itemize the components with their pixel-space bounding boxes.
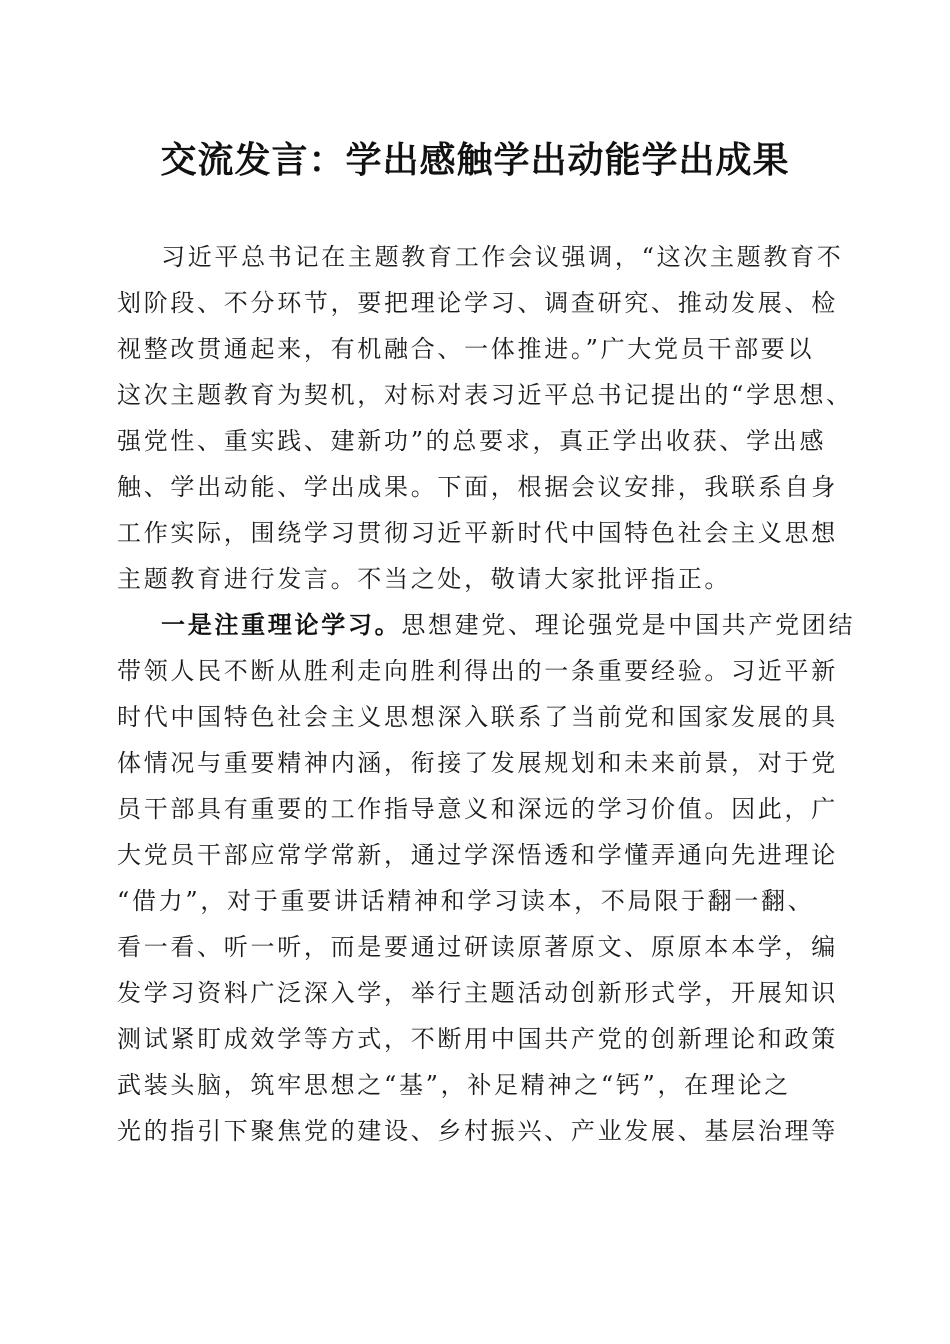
paragraph-line: 看一看、听一听，而是要通过研读原著原文、原原本本学，编 [117, 933, 838, 961]
paragraph-line: 带领人民不断从胜利走向胜利得出的一条重要经验。习近平新 [117, 657, 838, 685]
paragraph-theory-study [117, 602, 856, 1154]
paragraph-line: 触、学出动能、学出成果。下面，根据会议安排，我联系自身 [117, 473, 838, 501]
paragraph-line: 工作实际，围绕学习贯彻习近平新时代中国特色社会主义思想 [117, 519, 838, 547]
paragraph-line-text: 思想建党、理论强党是中国共产党团结 [401, 611, 856, 639]
paragraph-line: 强党性、重实践、建新功”的总要求，真正学出收获、学出感 [117, 427, 827, 455]
paragraph-line [117, 602, 856, 648]
section-heading-lead: 一是注重理论学习。 [161, 610, 402, 639]
paragraph-line: 测试紧盯成效学等方式，不断用中国共产党的创新理论和政策 [117, 1025, 838, 1053]
paragraph-line: 员干部具有重要的工作指导意义和深远的学习价值。因此，广 [117, 795, 838, 823]
paragraph-line: 发学习资料广泛深入学，举行主题活动创新形式学，开展知识 [117, 979, 838, 1007]
paragraph-line: 划阶段、不分环节，要把理论学习、调查研究、推动发展、检 [117, 289, 838, 317]
paragraph-line: 光的指引下聚焦党的建设、乡村振兴、产业发展、基层治理等 [117, 1117, 838, 1145]
paragraph-line: 时代中国特色社会主义思想深入联系了当前党和国家发展的具 [117, 703, 838, 731]
paragraph-line: 这次主题教育为契机，对标对表习近平总书记提出的“学思想、 [117, 381, 853, 409]
paragraph-line: 主题教育进行发言。不当之处，敬请大家批评指正。 [117, 565, 732, 593]
paragraph-line: 武装头脑，筑牢思想之“基”，补足精神之“钙”，在理论之 [117, 1071, 791, 1099]
paragraph-intro [117, 234, 853, 602]
document-body [117, 234, 856, 1154]
paragraph-line: 习近平总书记在主题教育工作会议强调，“这次主题教育不 [161, 243, 844, 271]
document-title: 交流发言：学出感触学出动能学出成果 [160, 139, 790, 181]
paragraph-line: “借力”，对于重要讲话精神和学习读本，不局限于翻一翻、 [117, 887, 815, 915]
paragraph-line: 视整改贯通起来，有机融合、一体推进。”广大党员干部要以 [117, 335, 815, 363]
paragraph-line: 体情况与重要精神内涵，衔接了发展规划和未来前景，对于党 [117, 749, 838, 777]
paragraph-line: 大党员干部应常学常新，通过学深悟透和学懂弄通向先进理论 [117, 841, 838, 869]
